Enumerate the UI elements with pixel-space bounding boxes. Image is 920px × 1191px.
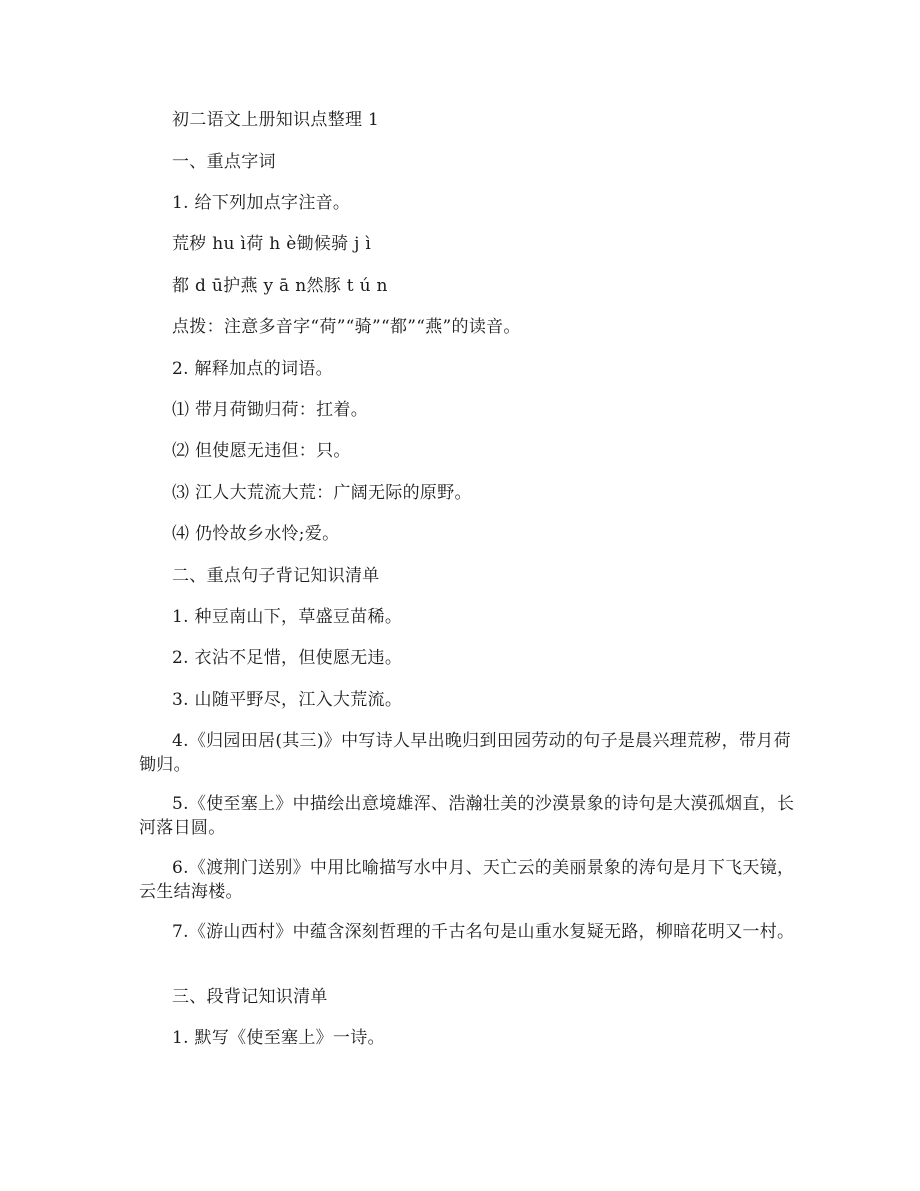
explain-item: ⑵ 但使愿无违但：只。 bbox=[172, 441, 351, 461]
sentence-paragraph: 6.《渡荆门送别》中用比喻描写水中月、天亡云的美丽景象的涛句是月下飞天镜，云生结海楼。 bbox=[139, 858, 795, 902]
explain-item: ⑴ 带月荷锄归荷：扛着。 bbox=[172, 400, 369, 420]
pinyin-line: 都 d ū护燕 y ā n然豚 t ú n bbox=[172, 276, 388, 296]
sentence-item: 1. 种豆南山下，草盛豆苗稀。 bbox=[172, 607, 403, 627]
section-heading-key-sentences: 二、重点句子背记知识清单 bbox=[172, 566, 380, 586]
pinyin-line: 荒秽 hu ì荷 h è锄候骑 j ì bbox=[172, 234, 372, 254]
sentence-paragraph: 4.《归园田居(其三)》中写诗人早出晚归到田园劳动的句子是晨兴理荒秽，带月荷锄归。 bbox=[139, 731, 791, 775]
sentence-paragraph: 5.《使至塞上》中描绘出意境雄浑、浩瀚壮美的沙漠景象的诗句是大漠孤烟直，长河落日圆。 bbox=[139, 794, 795, 838]
explain-item: ⑶ 江人大荒流大荒：广阔无际的原野。 bbox=[172, 483, 472, 503]
section-heading-key-words: 一、重点字词 bbox=[172, 152, 276, 172]
document-title: 初二语文上册知识点整理 1 bbox=[172, 110, 380, 130]
question-pinyin: 1. 给下列加点字注音。 bbox=[172, 193, 351, 213]
sentence-item: 2. 衣沾不足惜，但使愿无违。 bbox=[172, 648, 403, 668]
explain-item: ⑷ 仍怜故乡水怜;爱。 bbox=[172, 524, 340, 544]
section-heading-passages: 三、段背记知识清单 bbox=[172, 987, 328, 1007]
tip-text: 点拨：注意多音字“荷”“骑”“都”“燕”的读音。 bbox=[172, 317, 521, 337]
sentence-paragraph: 7.《游山西村》中蕴含深刻哲理的千古名句是山重水复疑无路，柳暗花明又一村。 bbox=[172, 922, 795, 942]
passage-item: 1. 默写《使至塞上》一诗。 bbox=[172, 1028, 385, 1048]
sentence-item: 3. 山随平野尽，江入大荒流。 bbox=[172, 690, 403, 710]
question-explain: 2. 解释加点的词语。 bbox=[172, 359, 333, 379]
